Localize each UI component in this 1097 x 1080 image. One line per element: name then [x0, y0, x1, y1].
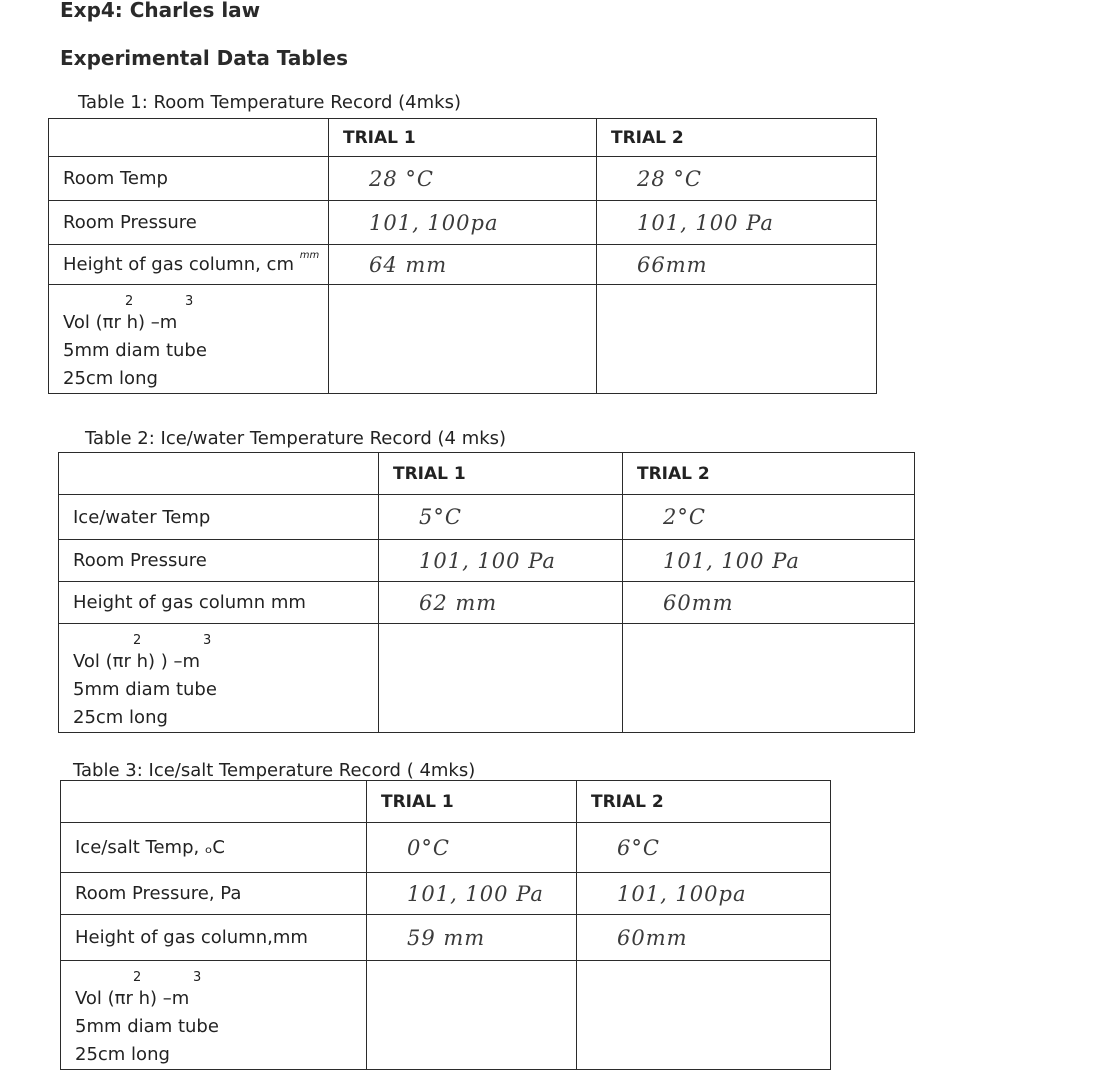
row-label: Ice/water Temp: [59, 495, 379, 540]
trial2-value-empty: [577, 961, 831, 1070]
trial1-value: 64 mm: [329, 245, 597, 285]
table3-header-row: [61, 781, 831, 823]
table1-header-row: [49, 119, 877, 157]
volume-tube-diameter: 5mm diam tube: [63, 340, 207, 361]
volume-tube-length: 25cm long: [63, 368, 158, 389]
page-subtitle: Experimental Data Tables: [60, 46, 348, 70]
table2: [58, 452, 915, 733]
trial2-value: 60mm: [577, 915, 831, 961]
superscript-3: 3: [185, 294, 194, 309]
table2-header-trial1: TRIAL 1: [379, 453, 623, 495]
volume-label-cell: [49, 285, 329, 394]
table-row: [49, 201, 877, 245]
volume-label-cell: [61, 961, 367, 1070]
page-title: Exp4: Charles law: [60, 0, 261, 22]
table3: [60, 780, 831, 1070]
table-row: [59, 495, 915, 540]
volume-label-cell: [59, 624, 379, 733]
table2-header-row: [59, 453, 915, 495]
trial2-value: 101, 100 Pa: [623, 540, 915, 582]
row-label: Room Pressure: [59, 540, 379, 582]
table-row: [59, 540, 915, 582]
table-row-volume: [49, 285, 877, 394]
row-label: Room Temp: [49, 157, 329, 201]
trial1-value-empty: [329, 285, 597, 394]
trial1-value: 101, 100pa: [329, 201, 597, 245]
trial2-value-empty: [623, 624, 915, 733]
volume-formula: Vol (πr h) –m: [75, 988, 190, 1009]
trial1-value: 62 mm: [379, 582, 623, 624]
trial1-value: 0°C: [367, 823, 577, 873]
volume-formula: Vol (πr h) –m: [63, 312, 178, 333]
table1-header-trial1: TRIAL 1: [329, 119, 597, 157]
trial1-value-empty: [367, 961, 577, 1070]
trial2-value: 2°C: [623, 495, 915, 540]
volume-tube-diameter: 5mm diam tube: [75, 1016, 219, 1037]
table3-caption: Table 3: Ice/salt Temperature Record ( 4mks): [73, 760, 476, 781]
table-row: [61, 873, 831, 915]
table2-caption: Table 2: Ice/water Temperature Record (4 mks): [85, 428, 507, 449]
superscript-2: 2: [133, 633, 142, 648]
trial1-value: 101, 100 Pa: [367, 873, 577, 915]
table1: [48, 118, 877, 394]
row-label: Room Pressure: [49, 201, 329, 245]
row-label: Ice/salt Temp, ₒC: [61, 823, 367, 873]
volume-tube-length: 25cm long: [73, 707, 168, 728]
table1-caption: Table 1: Room Temperature Record (4mks): [78, 92, 461, 113]
trial2-value: 66mm: [597, 245, 877, 285]
table3-header-trial1: TRIAL 1: [367, 781, 577, 823]
row-label: Height of gas column mm: [59, 582, 379, 624]
table1-header-trial2: TRIAL 2: [597, 119, 877, 157]
table-row: [61, 915, 831, 961]
trial1-value: 59 mm: [367, 915, 577, 961]
table-row: [49, 157, 877, 201]
table-row: [61, 823, 831, 873]
table-row-volume: [59, 624, 915, 733]
trial2-value: 60mm: [623, 582, 915, 624]
trial2-value-empty: [597, 285, 877, 394]
table1-header-blank: [49, 119, 329, 157]
table-row: [59, 582, 915, 624]
row-label: Height of gas column, cm: [63, 254, 294, 275]
volume-tube-diameter: 5mm diam tube: [73, 679, 217, 700]
superscript-2: 2: [125, 294, 134, 309]
row-label-cell: [49, 245, 329, 285]
superscript-2: 2: [133, 970, 142, 985]
trial1-value: 28 °C: [329, 157, 597, 201]
table-row: [49, 245, 877, 285]
volume-formula: Vol (πr h) ) –m: [73, 651, 201, 672]
row-label: Height of gas column,mm: [61, 915, 367, 961]
row-label: Room Pressure, Pa: [61, 873, 367, 915]
trial2-value: 28 °C: [597, 157, 877, 201]
table3-header-trial2: TRIAL 2: [577, 781, 831, 823]
table-row-volume: [61, 961, 831, 1070]
volume-tube-length: 25cm long: [75, 1044, 170, 1065]
handwritten-correction: mm: [299, 250, 320, 261]
table2-header-blank: [59, 453, 379, 495]
trial1-value: 101, 100 Pa: [379, 540, 623, 582]
table2-header-trial2: TRIAL 2: [623, 453, 915, 495]
table3-header-blank: [61, 781, 367, 823]
superscript-3: 3: [203, 633, 212, 648]
trial2-value: 101, 100pa: [577, 873, 831, 915]
trial1-value-empty: [379, 624, 623, 733]
trial2-value: 101, 100 Pa: [597, 201, 877, 245]
trial1-value: 5°C: [379, 495, 623, 540]
superscript-3: 3: [193, 970, 202, 985]
trial2-value: 6°C: [577, 823, 831, 873]
